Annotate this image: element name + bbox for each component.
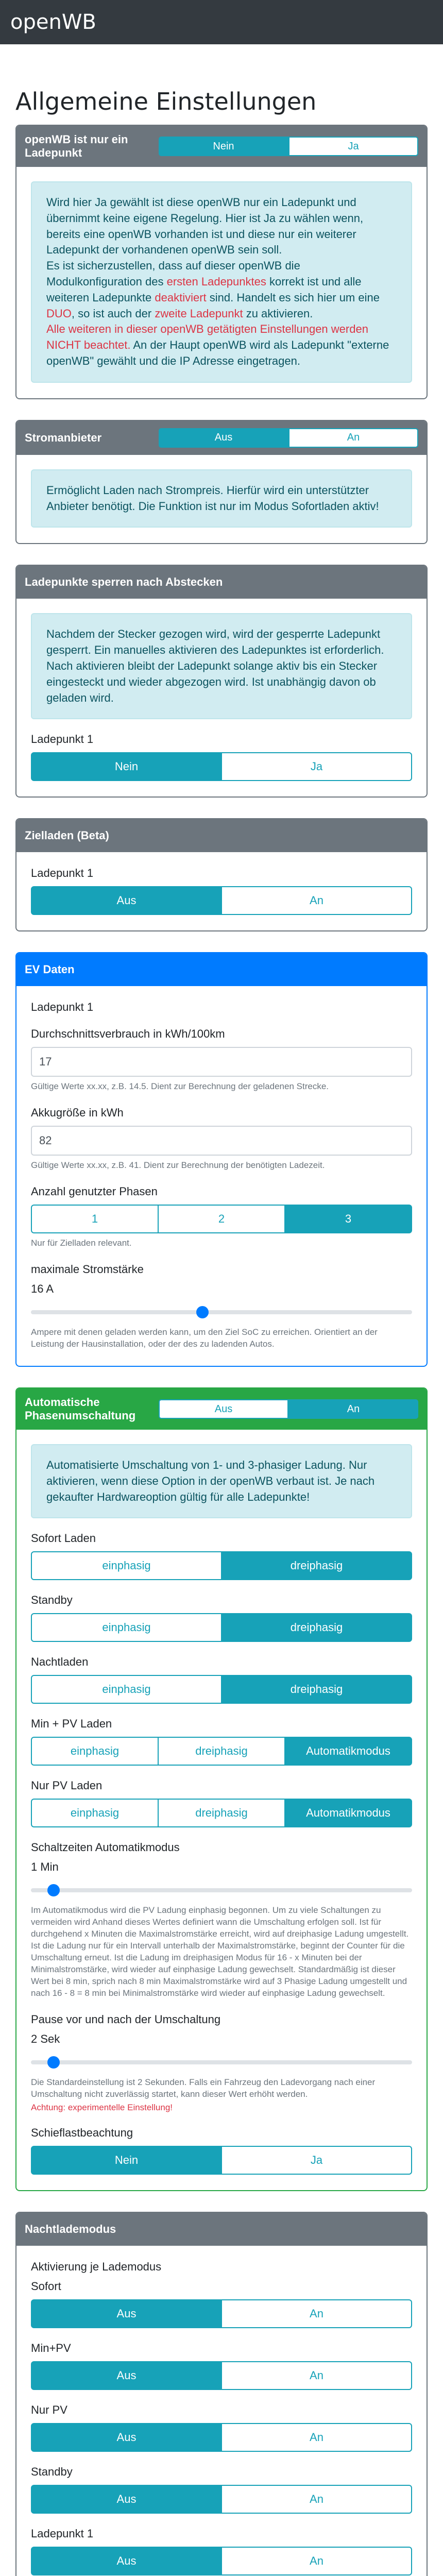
card-title: Zielladen (Beta): [25, 829, 109, 842]
stromanbieter-toggle: [159, 428, 418, 448]
option-ja[interactable]: Ja: [221, 2146, 412, 2175]
card-nachtlademodus: [15, 2212, 428, 2576]
option-an[interactable]: An: [221, 2361, 412, 2390]
option-automatikmodus[interactable]: Automatikmodus: [284, 1737, 412, 1766]
slider-thumb[interactable]: [47, 1884, 60, 1896]
info-alert: Automatisierte Umschaltung von 1- und 3-phasiger Ladung. Nur aktivieren, wenn diese Option in der openWB verbaut ist. Je nach gekaufter Hardwareoption gültig für alle Ladepunkte!: [31, 1444, 412, 1518]
phasenumschaltung-toggle: [159, 1399, 418, 1419]
zielladen-lp1-toggle: [31, 886, 412, 915]
nacht-label: Nachtladen: [31, 1655, 89, 1669]
strom-value: 16 A: [31, 1282, 54, 1296]
toggle-option-nein[interactable]: Nein: [159, 137, 288, 156]
card-zielladen: [15, 818, 428, 931]
option-einphasig[interactable]: einphasig: [31, 1551, 222, 1580]
option-dreiphasig[interactable]: dreiphasig: [221, 1675, 412, 1704]
card-ev-daten: [15, 952, 428, 1367]
pause-label: Pause vor und nach der Umschaltung: [31, 2012, 221, 2026]
verbrauch-input[interactable]: [31, 1047, 412, 1077]
pause-warning: Achtung: experimentelle Einstellung!: [31, 2102, 173, 2112]
sofort-label: Sofort Laden: [31, 1532, 96, 1545]
verbrauch-label: Durchschnittsverbrauch in kWh/100km: [31, 1027, 225, 1041]
toggle-option-aus[interactable]: Aus: [159, 1399, 288, 1419]
option-aus[interactable]: Aus: [31, 886, 222, 915]
toggle-option-an[interactable]: An: [288, 1399, 418, 1419]
option-einphasig[interactable]: einphasig: [31, 1799, 159, 1827]
option-ja[interactable]: Ja: [221, 752, 412, 781]
strom-label: maximale Stromstärke: [31, 1263, 144, 1276]
slider-thumb[interactable]: [47, 2056, 60, 2069]
info-alert: Nachdem der Stecker gezogen wird, wird der gesperrte Ladepunkt gesperrt. Ein manuelles aktivieren des Ladepunktes ist erforderlich. Nach aktivieren bleibt der Ladepunkt solange aktiv bis ein Stecker eingesteckt und wieder abgezogen wird. Ist unabhängig davon ob geladen wird.: [31, 613, 412, 719]
nurpv-toggle: [31, 1799, 412, 1827]
option-an[interactable]: An: [221, 2547, 412, 2575]
minpv-toggle: [31, 1737, 412, 1766]
sofort-label: Sofort: [31, 2279, 61, 2293]
option-dreiphasig[interactable]: dreiphasig: [221, 1551, 412, 1580]
ladepunkt-label: Ladepunkt 1: [31, 1001, 94, 1014]
verbrauch-help: Gültige Werte xx.xx, z.B. 14.5. Dient zur Berechnung der geladenen Strecke.: [31, 1081, 329, 1092]
ladepunkt-label: Ladepunkt 1: [31, 733, 94, 746]
nachtlade-intro: Aktivierung je Lademodus: [31, 2260, 162, 2273]
ladepunkt-label: Ladepunkt 1: [31, 867, 94, 880]
akku-input[interactable]: [31, 1126, 412, 1156]
option-dreiphasig[interactable]: dreiphasig: [158, 1737, 285, 1766]
akku-help: Gültige Werte xx.xx, z.B. 41. Dient zur Berechnung der benötigten Ladezeit.: [31, 1160, 325, 1171]
navbar: [0, 0, 443, 44]
option-an[interactable]: An: [221, 2485, 412, 2514]
option-dreiphasig[interactable]: dreiphasig: [221, 1613, 412, 1642]
pause-help: Die Standardeinstellung ist 2 Sekunden. Falls ein Fahrzeug den Ladevorgang nach einer Umschaltung nicht zuverlässig startet, kann dieser Wert erhöht werden.: [31, 2077, 376, 2099]
nurpv-label: Nur PV: [31, 2403, 67, 2416]
ladepunkt-label: Ladepunkt 1: [31, 2527, 94, 2540]
card-is-ladepunkt: [15, 125, 428, 399]
option-einphasig[interactable]: einphasig: [31, 1675, 222, 1704]
card-sperren: [15, 565, 428, 798]
schief-toggle: [31, 2146, 412, 2175]
option-automatikmodus[interactable]: Automatikmodus: [284, 1799, 412, 1827]
option-an[interactable]: An: [221, 2423, 412, 2452]
schief-label: Schieflastbeachtung: [31, 2126, 133, 2139]
option-aus[interactable]: Aus: [31, 2547, 222, 2575]
standby-label: Standby: [31, 1594, 73, 1607]
option-aus[interactable]: Aus: [31, 2485, 222, 2514]
schaltzeit-value: 1 Min: [31, 1860, 59, 1874]
standby-toggle: [31, 1613, 412, 1642]
option-aus[interactable]: Aus: [31, 2423, 222, 2452]
option-einphasig[interactable]: einphasig: [31, 1737, 159, 1766]
page-title: Allgemeine Einstellungen: [15, 88, 317, 115]
sperren-lp1-toggle: [31, 752, 412, 781]
nacht-minpv-toggle: [31, 2361, 412, 2390]
card-title: EV Daten: [25, 963, 75, 976]
is-ladepunkt-toggle: [159, 137, 418, 156]
schaltzeit-label: Schaltzeiten Automatikmodus: [31, 1841, 180, 1854]
sofort-toggle: [31, 1551, 412, 1580]
toggle-option-ja[interactable]: Ja: [288, 137, 418, 156]
option-einphasig[interactable]: einphasig: [31, 1613, 222, 1642]
phasen-toggle: [31, 1205, 412, 1233]
nacht-sofort-toggle: [31, 2299, 412, 2328]
pause-value: 2 Sek: [31, 2032, 60, 2045]
card-stromanbieter: [15, 420, 428, 545]
strom-help: Ampere mit denen geladen werden kann, um den Ziel SoC zu erreichen. Orientiert an der Leistung der Hausinstallation, oder der des zu ladenden Autos.: [31, 1327, 378, 1349]
card-title: Automatische Phasenumschaltung: [25, 1396, 136, 1422]
info-alert: Wird hier Ja gewählt ist diese openWB nur ein Ladepunkt und übernimmt keine eigene Regelung. Hier ist Ja zu wählen wenn, bereits eine openWB vorhanden ist und diese nur ein weiterer Ladepunkt der vorhandenen openWB sein soll. Es ist sicherzustellen, dass auf dieser openWB die Modulkonfiguration des ersten Ladepunktes korrekt ist und alle weiteren Ladepunkte deaktiviert sind. Handelt es sich hier um eine DUO, so ist auch der zweite Ladepunkt zu aktivieren. Alle weiteren in dieser openWB getätigten Einstellungen werden NICHT beachtet. An der Haupt openWB wird als Ladepunkt "externe openWB" gewählt und die IP Adresse eingetragen.: [31, 181, 412, 383]
option-an[interactable]: An: [221, 886, 412, 915]
card-title: Stromanbieter: [25, 431, 102, 444]
brand-logo[interactable]: openWB: [10, 10, 96, 34]
option-nein[interactable]: Nein: [31, 752, 222, 781]
minpv-label: Min + PV Laden: [31, 1717, 112, 1731]
schaltzeit-slider[interactable]: [31, 1880, 412, 1901]
phasen-label: Anzahl genutzter Phasen: [31, 1185, 158, 1198]
card-title: Ladepunkte sperren nach Abstecken: [25, 575, 223, 589]
option-an[interactable]: An: [221, 2299, 412, 2328]
toggle-option-an[interactable]: An: [288, 428, 418, 448]
phasen-help: Nur für Zielladen relevant.: [31, 1238, 132, 1248]
nacht-lp1-toggle: [31, 2547, 412, 2575]
strom-slider[interactable]: [31, 1302, 412, 1323]
nurpv-label: Nur PV Laden: [31, 1779, 103, 1792]
option-1[interactable]: 1: [31, 1205, 159, 1233]
option-dreiphasig[interactable]: dreiphasig: [158, 1799, 285, 1827]
minpv-label: Min+PV: [31, 2341, 71, 2354]
akku-label: Akkugröße in kWh: [31, 1106, 124, 1120]
nacht-toggle: [31, 1675, 412, 1704]
option-aus[interactable]: Aus: [31, 2361, 222, 2390]
standby-label: Standby: [31, 2465, 73, 2478]
option-3[interactable]: 3: [284, 1205, 412, 1233]
nacht-standby-toggle: [31, 2485, 412, 2514]
option-aus[interactable]: Aus: [31, 2299, 222, 2328]
slider-thumb[interactable]: [196, 1306, 209, 1318]
nacht-nurpv-toggle: [31, 2423, 412, 2452]
option-2[interactable]: 2: [158, 1205, 285, 1233]
card-title: openWB ist nur ein Ladepunkt: [25, 133, 128, 159]
pause-slider[interactable]: [31, 2052, 412, 2073]
schaltzeit-help: Im Automatikmodus wird die PV Ladung einphasig begonnen. Um zu viele Schaltungen zu vermeiden wird Anhand dieses Wertes definiert wann die Umschaltung erfolgen soll. Ist für durchgehend x Minuten die Maximalstromstärke erreicht, wird auf dreiphasige Ladung umgestellt. Ist die Ladung nur für ein Intervall unterhalb der Maximalstromstärke, beginnt der Counter für die Umschaltung erneut. Ist die Ladung im dreiphasigen Modus für 16 - x Minuten bei der Minimalstromstärke, wird wieder auf einphasige Ladung gewechselt. Standardmäßig ist dieser Wert bei 8 min, sprich nach 8 min Maximalstromstärke wird auf 3 Phasige Ladung umgestellt und nach 16 - 8 = 8 min bei Minimalstromstärke wird wieder auf einphasige Ladung gewechselt.: [31, 1905, 409, 1998]
info-alert: Ermöglicht Laden nach Strompreis. Hierfür wird ein unterstützter Anbieter benötigt. Die Funktion ist nur im Modus Sofortladen aktiv!: [31, 469, 412, 528]
toggle-option-aus[interactable]: Aus: [159, 428, 288, 448]
option-nein[interactable]: Nein: [31, 2146, 222, 2175]
card-title: Nachtlademodus: [25, 2222, 116, 2235]
card-phasenumschaltung: [15, 1387, 428, 2191]
